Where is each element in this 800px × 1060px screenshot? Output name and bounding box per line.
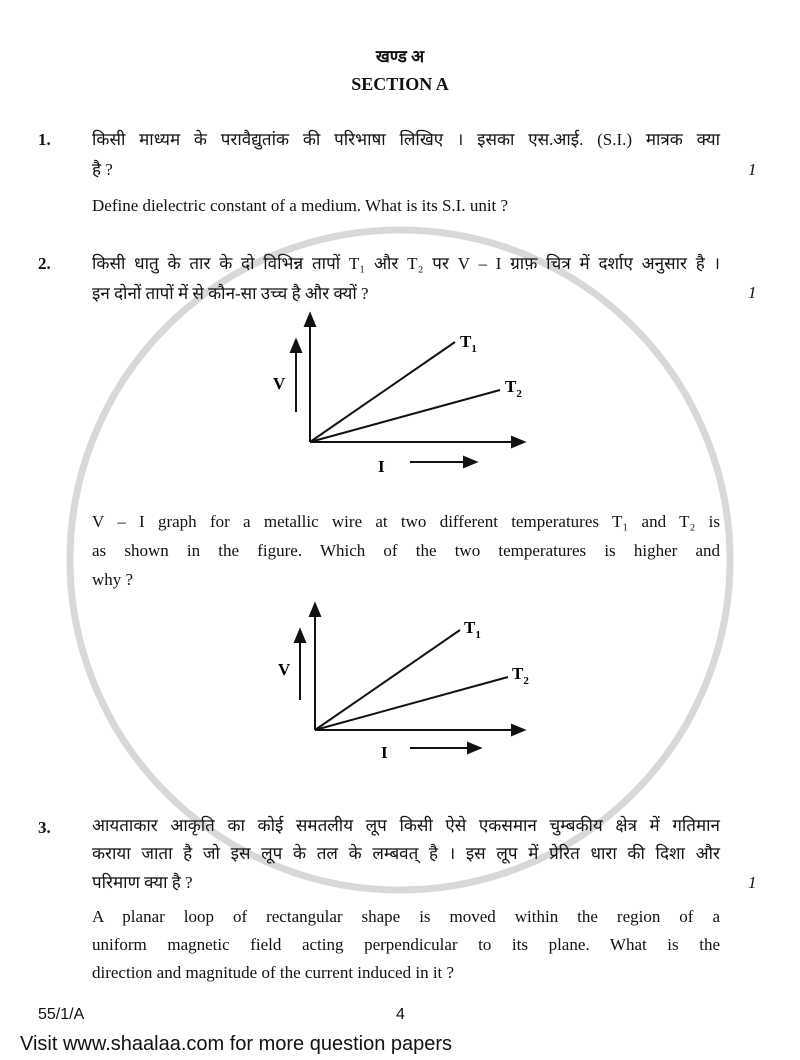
paper-code: 55/1/A xyxy=(38,1006,85,1023)
page-number: 4 xyxy=(396,1006,405,1023)
t1-subscript: 1 xyxy=(475,629,481,641)
t2-label xyxy=(512,664,529,687)
question-text-hindi: आयताकार आकृति का कोई समतलीय लूप किसी ऐसे एकसमान चुम्बकीय क्षेत्र में गतिमान xyxy=(92,816,720,835)
i-label: I xyxy=(378,457,385,476)
v-label: V xyxy=(273,374,286,393)
y-axis-arrowhead xyxy=(310,604,320,616)
question-text-hindi: किसी माध्यम के परावैद्युतांक की परिभाषा लिखिए । इसका एस.आई. (S.I.) मात्रक क्या xyxy=(92,130,720,149)
section-title: SECTION A xyxy=(351,74,449,94)
t2-subscript: 2 xyxy=(516,388,522,400)
question-text-hindi: कराया जाता है जो इस लूप के तल के लम्बवत् है । इस लूप में प्रेरित धारा की दिशा और xyxy=(92,844,720,863)
i-label: I xyxy=(381,743,388,762)
visit-link[interactable]: Visit www.shaalaa.com for more question papers xyxy=(20,1033,453,1055)
question-text-english: V – I graph for a metallic wire at two different temperatures T₁ and T₂ is xyxy=(92,512,720,531)
question-text-english: A planar loop of rectangular shape is moved within the region of a xyxy=(92,907,720,926)
line-t2 xyxy=(315,677,508,730)
question-text-english: uniform magnetic field acting perpendicular to its plane. What is the xyxy=(92,935,720,954)
question-text-hindi: किसी धातु के तार के दो विभिन्न तापों T₁ और T₂ पर V – I ग्राफ़ चित्र में दर्शाए अनुसार है । xyxy=(92,254,720,273)
section-title-hindi: खण्ड अ xyxy=(375,47,425,66)
v-label: V xyxy=(278,660,291,679)
v-arrowhead xyxy=(295,630,305,642)
question-text-hindi: इन दोनों तापों में से कौन-सा उच्च है और क्यों ? xyxy=(92,284,369,303)
t2-letter: T xyxy=(505,377,517,396)
t2-letter: T xyxy=(512,664,524,683)
question-number: 1. xyxy=(38,130,51,149)
t1-label xyxy=(464,618,481,641)
question-text-hindi: है ? xyxy=(92,160,113,179)
question-text-english: direction and magnitude of the current induced in it ? xyxy=(92,963,455,982)
t2-subscript: 2 xyxy=(523,675,529,687)
question-number: 3. xyxy=(38,818,51,837)
question-number: 2. xyxy=(38,254,51,273)
question-text-english: Define dielectric constant of a medium. What is its S.I. unit ? xyxy=(92,196,509,215)
x-axis-arrowhead xyxy=(512,725,524,735)
question-text-english: why ? xyxy=(92,570,134,589)
t1-subscript: 1 xyxy=(471,343,477,355)
t1-letter: T xyxy=(464,618,476,637)
i-arrowhead xyxy=(468,743,480,753)
marks: 1 xyxy=(748,873,757,892)
question-text-hindi: परिमाण क्या है ? xyxy=(92,873,193,892)
question-text-english: as shown in the figure. Which of the two temperatures is higher and xyxy=(92,541,720,560)
marks: 1 xyxy=(748,160,757,179)
line-t1 xyxy=(315,630,460,730)
t1-letter: T xyxy=(460,332,472,351)
marks: 1 xyxy=(748,283,757,302)
